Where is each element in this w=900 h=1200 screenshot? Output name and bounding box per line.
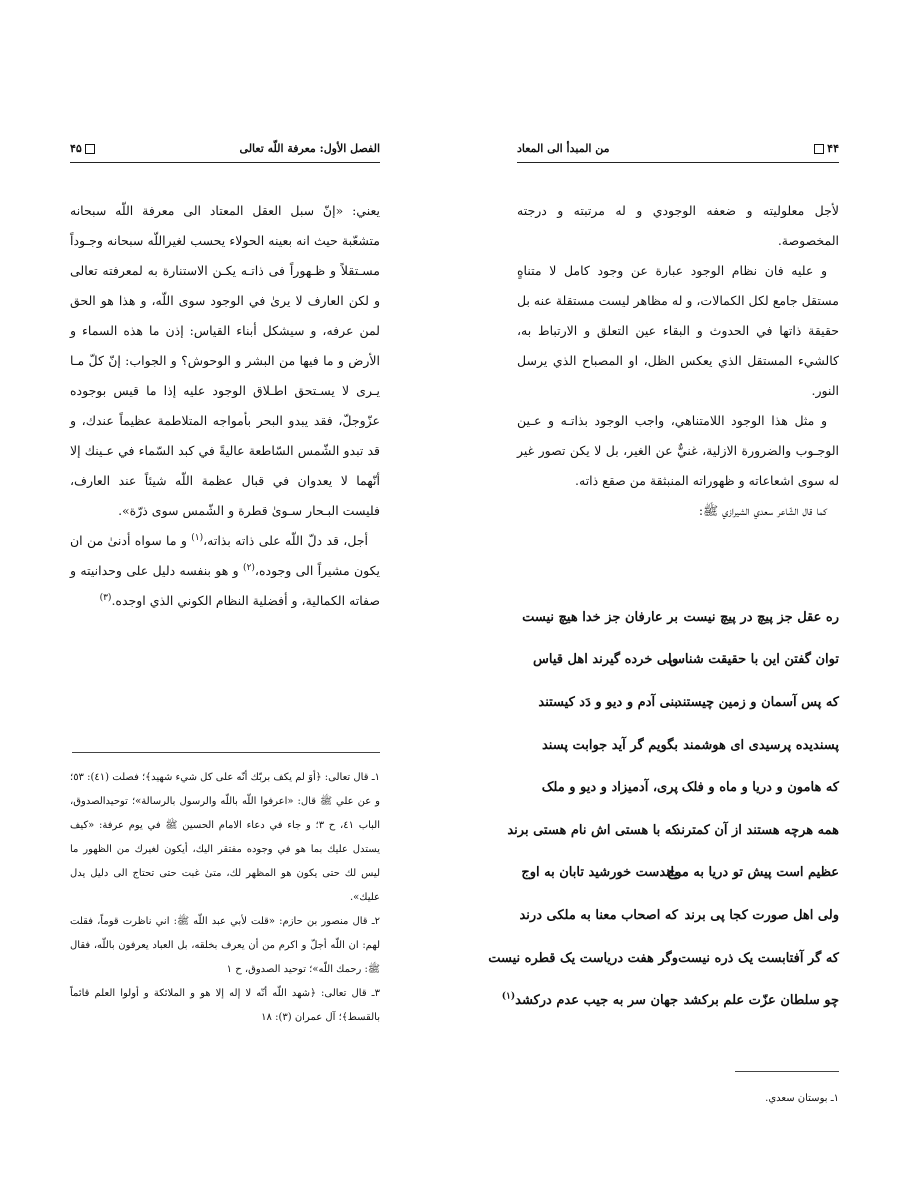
page-45 — [70, 0, 380, 1200]
paragraph: و علیه فان نظام الوجود عبارة عن وجود کامل لا متناهٍ مستقل جامع لکل الکمالات، و له مظاهر لیست مستقلة عنه بل حقیقة ذاتها في الحدوث و البقاء عین التعلق و الارتباط به، کالشيء المستقل الذي یعکس الظل، او المصباح الذي یرسل النور. — [517, 263, 839, 398]
poem-verse — [501, 979, 839, 1022]
footnote-ref: (١) — [501, 991, 516, 1002]
hemistich: ولی خرده گیرند اهل قیاس — [533, 652, 678, 668]
poem-verse — [517, 639, 839, 682]
hemistich: بگویم گر آید جوابت پسند — [541, 737, 678, 753]
hemistich: وگر هفت دریاست یک قطره نیست — [488, 950, 678, 966]
hemistich: پسندیده پرسیدی ای هوشمند — [683, 737, 839, 753]
hemistich: که گر آفتابست یک ذره نیست — [678, 950, 839, 966]
footnote: ٣ـ قال تعالی: ﴿شهد اللّه أنّه لا إله إلا هو و الملائکة و أولوا العلم قائماً بالقسط﴾؛ آل عمران (٣): ١٨ — [70, 988, 380, 1023]
poem-verse — [517, 724, 839, 767]
paragraph: أجل، قد دلّ اللّه علی ذاته بذاته،$^{(١)}$ و ما سواه أدنیٰ من ان یکون مشیراً الی وجوده،$^{(٢)}$ و هو بنفسه دلیل علی وحدانیته و صفاته الکمالیة، و أفضلیة النظام الکوني الذي اوجده.$^{(٣)}$ — [70, 532, 381, 608]
body-text — [517, 196, 839, 526]
paragraph: یعني: «إنّ سبل العقل المعتاد الی معرفة اللّه سبحانه متشعّبة حیث انه بعینه الحولاء یحسب لغیراللّه سبحانه وجـوداً مسـتقلاً و ظـهوراً فی ذاتـه یکـن الاستنارة به لمعرفته تعالی و لکن العارف لا یریٰ في الوجود سوی اللّه، و هذا هو الحق لمن عرفه، و سیشکل أبناء القیاس: إذن ما هذه السماء و الأرض و ما فیها من البشر و الوحوش؟ و الجواب: إنّ کلّ مـا یـری لا یسـتحق اطـلاق الوجود علیه إذا ما قیس بوجوده عزّوجلّ، فقد یبدو البحر بأمواجه المتلاطمة عظیماً عندك، و قد تبدو الشّمس السّاطعة عالیةً في کبد السّماء في عـینك إلا أنّهما لا یعدوان في قبال عظمة اللّه شیئاً عند العارف، فلیست البـحار سـویٰ قطرة و الشّمس سوی ذرّة». — [70, 203, 380, 518]
page-number: ۴۴ — [814, 142, 839, 155]
footnote: ٢ـ قال منصور بن حازم: «قلت لأبي عبد اللّه ﷺ: اني ناظرت قوماً، فقلت لهم: ان اللّه أجلّ و اکرم من أن یعرف بخلقه، بل العباد یعرفون باللّه، فقال ﷺ: رحمك اللّه»؛ توحید الصدوق، ح ١ — [70, 916, 380, 975]
hemistich: عظیم است پیش تو دریا به موج — [666, 865, 839, 881]
footnote-ref: (٢) — [243, 562, 255, 573]
poem-verse — [517, 766, 839, 809]
hemistich: جهان سر به جیب عدم درکشد$^{(١)}$ — [501, 991, 678, 1009]
hemistich: که هامون و دریا و ماه و فلک — [681, 780, 839, 796]
hemistich: همه هرچه هستند از آن کمترند — [674, 822, 839, 838]
hemistich: چو سلطان عزّت علم برکشد — [683, 993, 839, 1009]
hemistich: ولی اهل صورت کجا پی برند — [684, 907, 839, 923]
square-icon — [85, 144, 95, 154]
page-header — [517, 136, 839, 163]
footnote-ref: (٣) — [99, 592, 112, 603]
footnotes — [517, 1087, 839, 1111]
footnote-ref: (١) — [191, 532, 204, 543]
poem-verse — [488, 937, 839, 980]
page-header — [70, 136, 380, 163]
hemistich: بلندست خورشید تابان به اوج — [521, 865, 678, 881]
hemistich: که با هستی اش نام هستی برند — [507, 822, 678, 838]
hemistich: بنی آدم و دیو و دَد کیستند — [538, 694, 678, 710]
poem-verse — [517, 596, 839, 639]
hemistich: توان گفتن این با حقیقت شناس — [669, 652, 839, 668]
hemistich: بر عارفان جز خدا هیچ نیست — [522, 609, 678, 625]
body-text — [70, 196, 380, 616]
square-icon — [814, 144, 824, 154]
paragraph: لأجل معلولیته و ضعفه الوجودي و له مرتبته و درجته المخصوصة. — [517, 203, 839, 248]
footnote: ١ـ قال تعالی: ﴿أوَ لم یکف بربّك أنّه علی کل شيء شهید﴾؛ فصلت (٤١): ٥٣؛ و عن علي ﷺ قال: «اعرفوا اللّه باللّه والرسول بالرسالة»؛ توحیدالصدوق، الباب ٤١، ح ٣؛ و جاء في دعاء الامام الحسین ﷺ في یوم عرفة: «کیف یستدل علیك بما هو في وجوده مفتقر الیك، أیکون لغیرك من الظهور ما لیس لك حتی یکون هو المظهر لك، متیٰ غبت حتی تحتاج الی دلیل یدل علیك». — [70, 772, 381, 903]
page-number: ۴۵ — [70, 142, 95, 155]
poem-verse — [517, 894, 839, 937]
poem — [488, 596, 839, 1022]
running-title: من المبدأ الی المعاد — [517, 142, 610, 155]
footnote-separator — [735, 1071, 839, 1072]
hemistich: که اصحاب معنا به ملکی درند — [519, 907, 678, 923]
poem-verse — [507, 809, 839, 852]
page-44 — [488, 0, 839, 1200]
hemistich: ره عقل جز پیچ در پیچ نیست — [683, 609, 839, 625]
footnotes — [70, 766, 380, 1030]
paragraph: و مثل هذا الوجود اللامتناهي، واجب الوجود بذاتـه و عـین الوجـوب والضرورة الازلیة، غنيٌّ عن الغیر، بل لا یکن تصور غیر له سوی اشعاعاته و ظهوراته المنبثقة من صقع ذاته. — [517, 413, 839, 488]
running-title: الفصل الأول: معرفة اللّه تعالی — [239, 142, 380, 155]
poem-verse — [517, 852, 839, 895]
footnote: ١ـ بوستان سعدي. — [765, 1093, 839, 1104]
hemistich: پری، آدمیزاد و دیو و ملک — [541, 780, 678, 796]
poem-verse — [517, 681, 839, 724]
paragraph: کما قال الشّاعر سعدي الشیرازي ﷺ: — [698, 503, 827, 518]
hemistich: که پس آسمان و زمین چیستند — [675, 694, 839, 710]
footnote-separator — [72, 752, 380, 753]
